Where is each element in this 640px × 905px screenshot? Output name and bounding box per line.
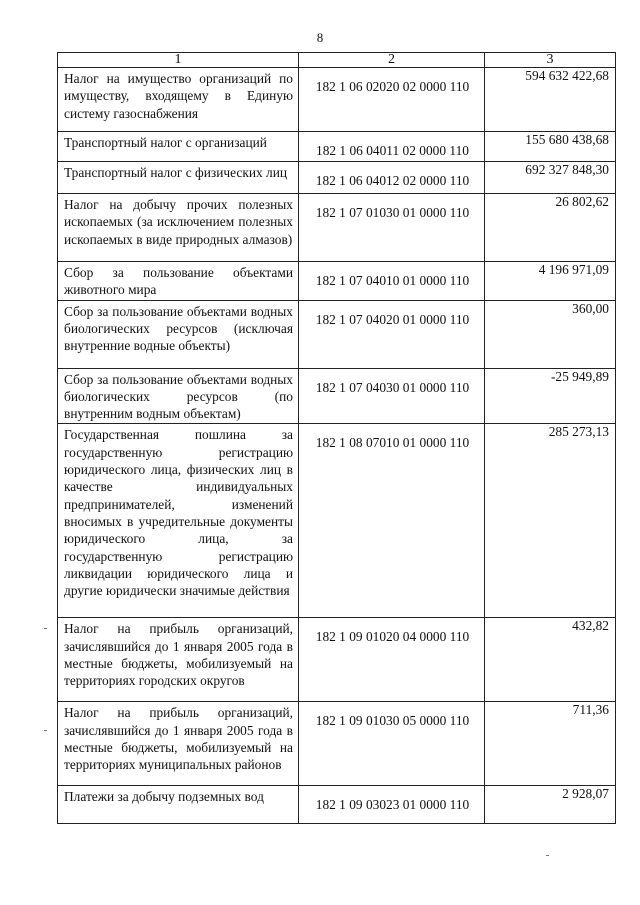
classification-code-cell: 182 1 06 02020 02 0000 110: [299, 68, 485, 132]
table-row: [58, 300, 616, 368]
classification-code-cell: 182 1 07 04030 01 0000 110: [299, 368, 485, 424]
column-header-2: 2: [299, 53, 485, 68]
classification-code-cell: 182 1 07 04010 01 0000 110: [299, 262, 485, 301]
amount-cell: 155 680 438,68: [485, 132, 616, 162]
amount-cell: 432,82: [485, 618, 616, 702]
column-header-1: 1: [58, 53, 299, 68]
revenue-name-cell: Транспортный налог с организаций: [58, 132, 299, 162]
amount-cell: -25 949,89: [485, 368, 616, 424]
revenue-name-cell: Налог на добычу прочих полезных ископаемых (за исключением полезных ископаемых в виде природных алмазов): [58, 194, 299, 262]
revenue-name-cell: Сбор за пользование объектами водных биологических ресурсов (по внутренним водным объектам): [58, 368, 299, 424]
classification-code-cell: 182 1 08 07010 01 0000 110: [299, 424, 485, 618]
margin-mark: [44, 730, 47, 731]
table-row: [58, 786, 616, 824]
revenue-name-cell: Платежи за добычу подземных вод: [58, 786, 299, 824]
amount-cell: 711,36: [485, 702, 616, 786]
revenue-name-cell: Транспортный налог с физических лиц: [58, 162, 299, 194]
revenue-name-cell: Налог на имущество организаций по имуществу, входящему в Единую систему газоснабжения: [58, 68, 299, 132]
header-row: [58, 53, 616, 68]
revenue-name-cell: Государственная пошлина за государственную регистрацию юридического лица, физических лиц в качестве индивидуальных предпринимателей, изменений вносимых в учредительные документы юридического лица, за государственную регистрацию ликвидации юридического лица и другие юридически значимые действия: [58, 424, 299, 618]
classification-code-cell: 182 1 09 01030 05 0000 110: [299, 702, 485, 786]
table-row: [58, 162, 616, 194]
margin-mark: [44, 628, 47, 629]
table-row: [58, 702, 616, 786]
table-row: [58, 262, 616, 301]
revenue-name-cell: Налог на прибыль организаций, зачислявшийся до 1 января 2005 года в местные бюджеты, мобилизуемый на территориях городских округов: [58, 618, 299, 702]
amount-cell: 26 802,62: [485, 194, 616, 262]
amount-cell: 285 273,13: [485, 424, 616, 618]
table-row: [58, 368, 616, 424]
table-row: [58, 132, 616, 162]
classification-code-cell: 182 1 09 03023 01 0000 110: [299, 786, 485, 824]
table-row: [58, 68, 616, 132]
amount-cell: 360,00: [485, 300, 616, 368]
classification-code-cell: 182 1 07 01030 01 0000 110: [299, 194, 485, 262]
column-header-3: 3: [485, 53, 616, 68]
revenue-name-cell: Сбор за пользование объектами водных биологических ресурсов (исключая внутренние водные объекты): [58, 300, 299, 368]
page-number: 8: [316, 30, 324, 45]
amount-cell: 4 196 971,09: [485, 262, 616, 301]
classification-code-cell: 182 1 06 04011 02 0000 110: [299, 132, 485, 162]
revenue-table: [57, 52, 616, 824]
table-body: [58, 68, 616, 824]
classification-code-cell: 182 1 09 01020 04 0000 110: [299, 618, 485, 702]
revenue-name-cell: Сбор за пользование объектами животного мира: [58, 262, 299, 301]
table-row: [58, 424, 616, 618]
amount-cell: 692 327 848,30: [485, 162, 616, 194]
table-header: [58, 53, 616, 68]
amount-cell: 2 928,07: [485, 786, 616, 824]
classification-code-cell: 182 1 07 04020 01 0000 110: [299, 300, 485, 368]
amount-cell: 594 632 422,68: [485, 68, 616, 132]
table-row: [58, 194, 616, 262]
margin-mark: [546, 855, 549, 856]
revenue-name-cell: Налог на прибыль организаций, зачислявшийся до 1 января 2005 года в местные бюджеты, мобилизуемый на территориях муниципальных районов: [58, 702, 299, 786]
table-row: [58, 618, 616, 702]
classification-code-cell: 182 1 06 04012 02 0000 110: [299, 162, 485, 194]
